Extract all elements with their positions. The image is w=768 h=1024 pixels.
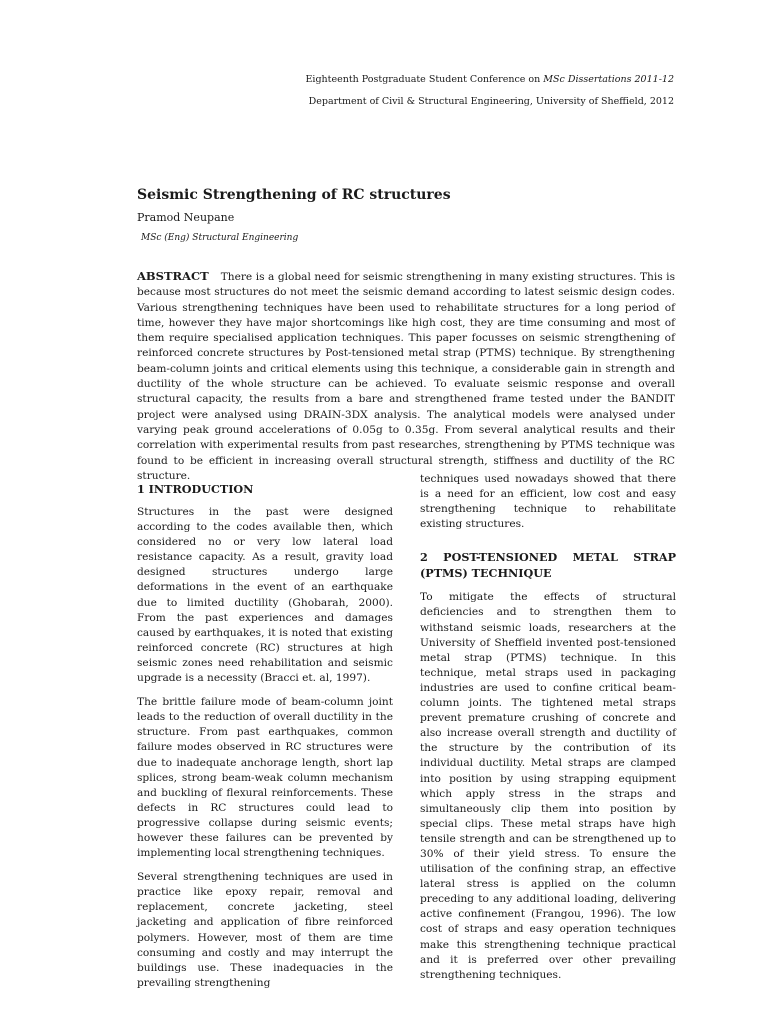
- intro-heading: 1 INTRODUCTION: [137, 482, 254, 496]
- author-name: Pramod Neupane: [137, 211, 235, 224]
- intro-paragraph-2: The brittle failure mode of beam-column joint leads to the reduction of overall ductility in the structure. From past earthquakes, common failure modes observed in RC structures were due to inadequate anchorage length, short lap splices, strong beam-weak column mechanism and buckling of flexural reinforcements. These defects in RC structures could lead to progressive collapse during seismic events; however these failures can be prevented by implementing local strengthening techniques.: [137, 696, 393, 860]
- abstract: [137, 269, 675, 484]
- ptms-heading: 2 POST-TENSIONED METAL STRAP (PTMS) TECHNIQUE: [420, 550, 676, 581]
- intro-paragraph-3-continued: techniques used nowadays showed that there is a need for an efficient, low cost and easy strengthening technique to rehabilitate existing structures.: [420, 473, 676, 531]
- right-column: [420, 472, 676, 992]
- abstract-text: There is a global need for seismic strengthening in many existing structures. This is because most structures do not meet the seismic demand according to latest seismic design codes. Various strengthening techniques have been used to rehabilitate structures for a long period of time, however they have major shortcomings like high cost, they are time consuming and most of them require specialised application techniques. This paper focusses on seismic strengthening of reinforced concrete structures by Post-tensioned metal strap (PTMS) technique. By strengthening beam-column joints and critical elements using this technique, a considerable gain in strength and ductility of the whole structure can be achieved. To evaluate seismic response and overall structural capacity, the results from a bare and strengthened frame tested under the BANDIT project were analysed using DRAIN-3DX analysis. The analytical models were analysed under varying peak ground accelerations of 0.05g to 0.35g. From several analytical results and their correlation with experimental results from past researches, strengthening by PTMS technique was found to be efficient in increasing overall structural strength, stiffness and ductility of the RC structure.: [137, 271, 675, 482]
- left-column: [137, 481, 393, 1000]
- intro-paragraph-1: Structures in the past were designed according to the codes available then, which considered no or very low lateral load resistance capacity. As a result, gravity load designed structures undergo large deformations in the event of an earthquake due to limited ductility (Ghobarah, 2000). From the past experiences and damages caused by earthquakes, it is noted that existing reinforced concrete (RC) structures at high seismic zones need rehabilitation and seismic upgrade is a necessity (Bracci et. al, 1997).: [137, 506, 393, 685]
- intro-paragraph-3: Several strengthening techniques are used in practice like epoxy repair, removal and replacement, concrete jacketing, steel jacketing and application of fibre reinforced polymers. However, most of them are time consuming and costly and may interrupt the buildings use. These inadequacies in the prevailing strengthening: [137, 871, 393, 989]
- ptms-paragraph-1: To mitigate the effects of structural deficiencies and to strengthen them to withstand seismic loads, researchers at the University of Sheffield invented post-tensioned metal strap (PTMS) technique. In this technique, metal straps used in packaging industries are used to confine critical beam-column joints. The tightened metal straps prevent premature crushing of concrete and also increase overall strength and ductility of the structure by the contribution of its individual ductility. Metal straps are clamped into position by using strapping equipment which apply stress in the straps and simultaneously clip them into position by special clips. These metal straps have high tensile strength and can be strengthened up to 30% of their yield stress. To ensure the utilisation of the confining strap, an effective lateral stress is applied on the column preceding to any additional loading, delivering active confinement (Frangou, 1996). The low cost of straps and easy operation techniques make this strengthening technique practical and it is preferred over other prevailing strengthening techniques.: [420, 591, 676, 981]
- conference-line: [305, 73, 674, 86]
- abstract-label: ABSTRACT: [137, 269, 209, 283]
- author-affiliation: MSc (Eng) Structural Engineering: [141, 233, 299, 243]
- conference-prefix: Eighteenth Postgraduate Student Conference on: [305, 74, 541, 85]
- paper-title: Seismic Strengthening of RC structures: [137, 187, 451, 203]
- department-line: Department of Civil & Structural Engineering, University of Sheffield, 2012: [308, 96, 674, 107]
- conference-italic: MSc Dissertations 2011-12: [543, 74, 674, 85]
